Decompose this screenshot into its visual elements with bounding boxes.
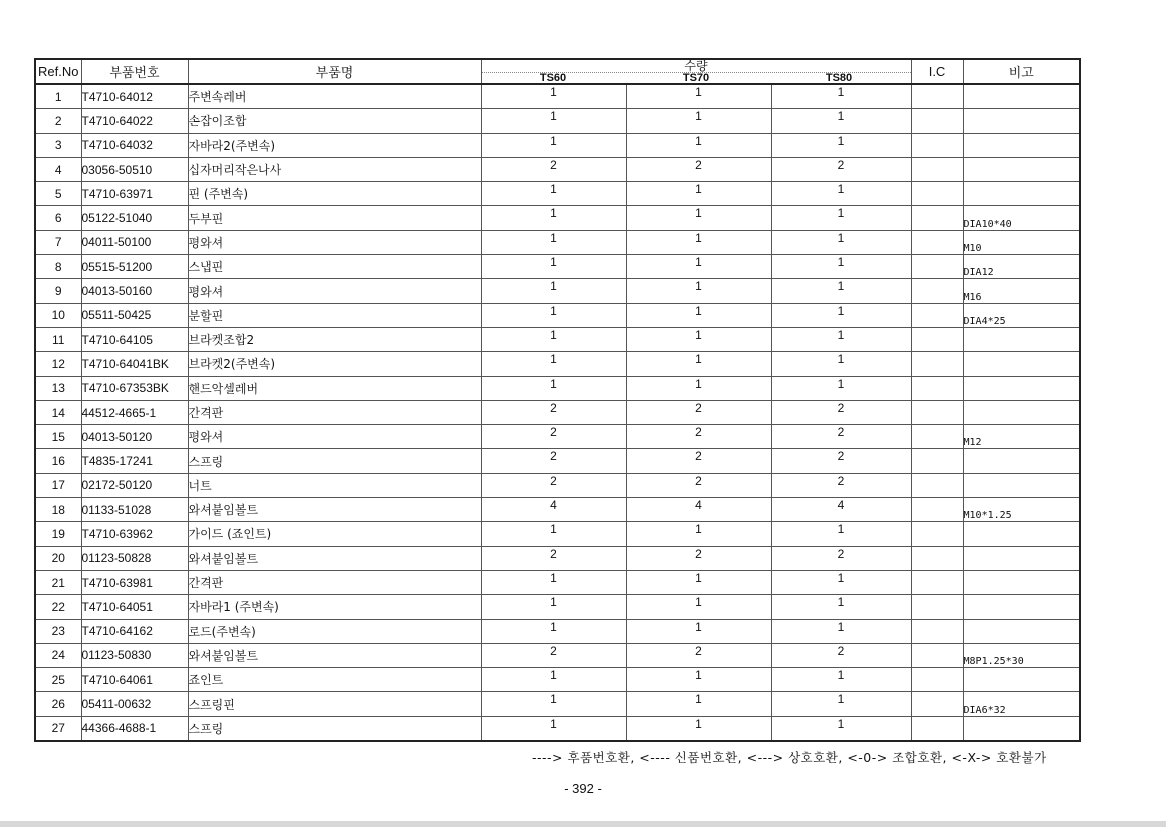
sheet-edge [0,821,1166,827]
part-number-cell: 05411-00632 [81,692,188,716]
qty-ts70-cell: 1 [626,206,771,230]
qty-ts70-cell: 1 [626,692,771,716]
qty-ts70-cell: 1 [626,109,771,133]
qty-ts70-cell: 1 [626,133,771,157]
note-cell [963,546,1080,570]
qty-ts80-cell: 4 [771,498,911,522]
part-number-cell: 05122-51040 [81,206,188,230]
table-row [35,206,1080,230]
qty-ts80-cell: 1 [771,133,911,157]
qty-ts80-cell: 2 [771,425,911,449]
note-cell [963,473,1080,497]
ic-cell [911,133,963,157]
part-name-cell: 죠인트 [188,668,481,692]
qty-ts70-cell: 1 [626,619,771,643]
ic-cell [911,619,963,643]
table-row [35,570,1080,594]
qty-ts60-cell: 2 [481,400,626,424]
part-name-cell: 핸드악셀레버 [188,376,481,400]
ref-no-cell: 14 [35,400,81,424]
ref-no-cell: 3 [35,133,81,157]
ic-cell [911,84,963,109]
ref-no-cell: 19 [35,522,81,546]
qty-ts60-cell: 1 [481,182,626,206]
table-row [35,303,1080,327]
part-number-cell: 01123-50828 [81,546,188,570]
qty-ts80-cell: 1 [771,570,911,594]
ref-no-cell: 15 [35,425,81,449]
ic-cell [911,182,963,206]
ic-cell [911,692,963,716]
part-number-cell: T4710-63962 [81,522,188,546]
qty-ts80-cell: 1 [771,182,911,206]
ref-no-cell: 7 [35,230,81,254]
note-cell [963,400,1080,424]
part-name-cell: 브라켓조합2 [188,327,481,351]
part-number-cell: T4710-64061 [81,668,188,692]
qty-ts60-cell: 1 [481,255,626,279]
part-name-cell: 핀 (주변속) [188,182,481,206]
qty-ts60-cell: 1 [481,619,626,643]
ref-no-cell: 27 [35,716,81,741]
part-number-cell: T4710-64022 [81,109,188,133]
note-cell [963,109,1080,133]
ic-cell [911,522,963,546]
part-name-cell: 간격판 [188,570,481,594]
part-number-cell: 01123-50830 [81,643,188,667]
ic-header: I.C [911,59,963,84]
qty-ts60-cell: 1 [481,303,626,327]
table-row [35,84,1080,109]
part-name-cell: 가이드 (죠인트) [188,522,481,546]
part-name-cell: 로드(주변속) [188,619,481,643]
ref-no-cell: 12 [35,352,81,376]
part-number-cell: 03056-50510 [81,157,188,181]
ic-cell [911,206,963,230]
note-cell [963,570,1080,594]
qty-ts60-cell: 2 [481,643,626,667]
note-cell [963,182,1080,206]
ic-cell [911,255,963,279]
table-row [35,352,1080,376]
qty-ts80-cell: 2 [771,643,911,667]
part-name-cell: 평와셔 [188,230,481,254]
ic-cell [911,595,963,619]
ic-cell [911,546,963,570]
qty-ts70-cell: 2 [626,400,771,424]
qty-ts60-cell: 1 [481,230,626,254]
qty-ts80-cell: 1 [771,303,911,327]
part-name-cell: 두부핀 [188,206,481,230]
ref-no-cell: 8 [35,255,81,279]
qty-ts70-cell: 1 [626,716,771,741]
qty-ts70-cell: 1 [626,255,771,279]
ref-no-header: Ref.No [35,59,81,84]
ref-no-cell: 5 [35,182,81,206]
note-cell: M10*1.25 [963,498,1080,522]
qty-ts80-cell: 1 [771,619,911,643]
part-name-cell: 자바라2(주변속) [188,133,481,157]
qty-ts70-cell: 1 [626,279,771,303]
part-number-cell: 04011-50100 [81,230,188,254]
part-number-cell: T4710-63981 [81,570,188,594]
part-number-cell: 05515-51200 [81,255,188,279]
part-name-cell: 평와셔 [188,279,481,303]
qty-ts80-cell: 1 [771,376,911,400]
qty-ts80-cell: 1 [771,109,911,133]
qty-ts70-cell: 1 [626,522,771,546]
ref-no-cell: 4 [35,157,81,181]
part-name-cell: 평와셔 [188,425,481,449]
ref-no-cell: 17 [35,473,81,497]
ic-cell [911,716,963,741]
table-row [35,376,1080,400]
part-number-cell: T4710-64162 [81,619,188,643]
qty-ts70-cell: 1 [626,303,771,327]
qty-ts70-cell: 2 [626,473,771,497]
part-number-cell: T4710-64032 [81,133,188,157]
part-number-cell: T4710-64105 [81,327,188,351]
qty-ts60-cell: 1 [481,522,626,546]
part-number-header: 부품번호 [81,59,188,84]
note-cell: M10 [963,230,1080,254]
ic-cell [911,668,963,692]
qty-ts60-cell: 4 [481,498,626,522]
qty-ts70-cell: 1 [626,327,771,351]
ref-no-cell: 20 [35,546,81,570]
qty-ts80-cell: 1 [771,279,911,303]
qty-ts80-cell: 1 [771,692,911,716]
table-row [35,425,1080,449]
qty-ts70-cell: 2 [626,449,771,473]
table-row [35,255,1080,279]
qty-ts80-cell: 2 [771,157,911,181]
table-row [35,327,1080,351]
table-row [35,400,1080,424]
table-row [35,716,1080,741]
note-cell: DIA4*25 [963,303,1080,327]
qty-ts80-cell: 1 [771,668,911,692]
part-name-cell: 와셔붙임볼트 [188,498,481,522]
table-row [35,546,1080,570]
note-cell [963,376,1080,400]
note-cell: M8P1.25*30 [963,643,1080,667]
part-number-cell: 01133-51028 [81,498,188,522]
note-cell [963,668,1080,692]
ref-no-cell: 25 [35,668,81,692]
page-number: - 392 - [564,781,602,796]
table-row [35,182,1080,206]
part-name-cell: 스프링 [188,716,481,741]
qty-ts80-cell: 1 [771,352,911,376]
table-row [35,473,1080,497]
qty-ts60-cell: 2 [481,546,626,570]
note-cell [963,157,1080,181]
qty-ts70-cell: 1 [626,352,771,376]
ic-cell [911,352,963,376]
qty-ts80-cell: 1 [771,327,911,351]
ref-no-cell: 9 [35,279,81,303]
model-ts70-header: TS70 [682,72,710,84]
part-number-cell: 02172-50120 [81,473,188,497]
part-name-cell: 너트 [188,473,481,497]
qty-ts70-cell: 1 [626,376,771,400]
part-name-header: 부품명 [188,59,481,84]
qty-ts70-cell: 2 [626,425,771,449]
part-number-cell: 04013-50120 [81,425,188,449]
note-cell [963,522,1080,546]
qty-ts60-cell: 1 [481,279,626,303]
ic-cell [911,109,963,133]
qty-ts80-cell: 1 [771,716,911,741]
part-name-cell: 주변속레버 [188,84,481,109]
part-number-cell: 44512-4665-1 [81,400,188,424]
qty-ts70-cell: 1 [626,84,771,109]
note-cell [963,133,1080,157]
qty-ts70-cell: 1 [626,595,771,619]
ic-cell [911,643,963,667]
table-row [35,692,1080,716]
note-cell [963,327,1080,351]
qty-ts80-cell: 2 [771,546,911,570]
qty-ts80-cell: 2 [771,473,911,497]
ic-cell [911,230,963,254]
note-cell [963,449,1080,473]
qty-ts80-cell: 2 [771,449,911,473]
qty-ts60-cell: 1 [481,668,626,692]
part-name-cell: 와셔붙임볼트 [188,546,481,570]
ref-no-cell: 2 [35,109,81,133]
ref-no-cell: 22 [35,595,81,619]
ic-cell [911,570,963,594]
note-header: 비고 [963,59,1080,84]
ref-no-cell: 11 [35,327,81,351]
model-ts80-header: TS80 [825,72,853,84]
part-number-cell: T4710-64012 [81,84,188,109]
qty-ts80-cell: 1 [771,84,911,109]
note-cell [963,716,1080,741]
quantity-header [481,59,911,84]
qty-ts60-cell: 1 [481,133,626,157]
qty-ts80-cell: 1 [771,255,911,279]
table-row [35,498,1080,522]
table-row [35,643,1080,667]
table-row [35,157,1080,181]
qty-ts60-cell: 1 [481,206,626,230]
part-name-cell: 스냅핀 [188,255,481,279]
table-row [35,619,1080,643]
ic-cell [911,400,963,424]
qty-ts60-cell: 2 [481,473,626,497]
qty-ts60-cell: 1 [481,109,626,133]
qty-ts80-cell: 1 [771,522,911,546]
note-cell [963,619,1080,643]
part-number-cell: T4710-63971 [81,182,188,206]
interchange-legend: ----> 후품번호환, <---- 신품번호환, <---> 상호호환, <-0-> 조합호환, <-X-> 호환불가 [532,750,1047,765]
part-name-cell: 자바라1 (주변속) [188,595,481,619]
ic-cell [911,425,963,449]
ic-cell [911,376,963,400]
qty-ts70-cell: 1 [626,182,771,206]
note-cell: DIA6*32 [963,692,1080,716]
ref-no-cell: 6 [35,206,81,230]
ic-cell [911,303,963,327]
table-row [35,668,1080,692]
table-row [35,522,1080,546]
qty-ts80-cell: 1 [771,595,911,619]
table-row [35,133,1080,157]
ref-no-cell: 24 [35,643,81,667]
qty-ts60-cell: 1 [481,352,626,376]
part-name-cell: 브라켓2(주변속) [188,352,481,376]
qty-ts60-cell: 2 [481,425,626,449]
ic-cell [911,327,963,351]
part-name-cell: 십자머리작은나사 [188,157,481,181]
ref-no-cell: 16 [35,449,81,473]
table-row [35,279,1080,303]
qty-ts70-cell: 2 [626,643,771,667]
part-name-cell: 와셔붙임볼트 [188,643,481,667]
table-row [35,595,1080,619]
header-row [35,59,1080,84]
table-row [35,230,1080,254]
part-number-cell: 04013-50160 [81,279,188,303]
ref-no-cell: 1 [35,84,81,109]
part-name-cell: 스프링 [188,449,481,473]
note-cell [963,84,1080,109]
qty-ts80-cell: 2 [771,400,911,424]
qty-ts60-cell: 1 [481,692,626,716]
part-name-cell: 스프링핀 [188,692,481,716]
part-number-cell: 44366-4688-1 [81,716,188,741]
table-row [35,109,1080,133]
part-number-cell: T4710-64051 [81,595,188,619]
part-number-cell: T4835-17241 [81,449,188,473]
qty-ts70-cell: 2 [626,157,771,181]
ref-no-cell: 18 [35,498,81,522]
qty-ts80-cell: 1 [771,230,911,254]
note-cell: M12 [963,425,1080,449]
qty-ts60-cell: 1 [481,376,626,400]
qty-ts70-cell: 1 [626,230,771,254]
qty-ts70-cell: 1 [626,668,771,692]
qty-ts70-cell: 2 [626,546,771,570]
ic-cell [911,157,963,181]
ref-no-cell: 23 [35,619,81,643]
qty-ts60-cell: 1 [481,84,626,109]
qty-ts70-cell: 1 [626,570,771,594]
part-number-cell: T4710-64041BK [81,352,188,376]
ref-no-cell: 10 [35,303,81,327]
ic-cell [911,498,963,522]
ic-cell [911,449,963,473]
quantity-title: 수량 [482,60,911,73]
part-number-cell: 05511-50425 [81,303,188,327]
qty-ts60-cell: 1 [481,570,626,594]
note-cell: DIA10*40 [963,206,1080,230]
qty-ts60-cell: 1 [481,595,626,619]
note-cell [963,352,1080,376]
note-cell [963,595,1080,619]
parts-table [34,58,1081,742]
part-number-cell: T4710-67353BK [81,376,188,400]
qty-ts60-cell: 1 [481,716,626,741]
part-name-cell: 분할핀 [188,303,481,327]
part-name-cell: 손잡이조합 [188,109,481,133]
ic-cell [911,473,963,497]
model-ts60-header: TS60 [539,72,567,84]
qty-ts60-cell: 1 [481,327,626,351]
ic-cell [911,279,963,303]
ref-no-cell: 21 [35,570,81,594]
table-row [35,449,1080,473]
qty-ts60-cell: 2 [481,157,626,181]
ref-no-cell: 26 [35,692,81,716]
qty-ts70-cell: 4 [626,498,771,522]
ref-no-cell: 13 [35,376,81,400]
qty-ts80-cell: 1 [771,206,911,230]
part-name-cell: 간격판 [188,400,481,424]
qty-ts60-cell: 2 [481,449,626,473]
note-cell: M16 [963,279,1080,303]
note-cell: DIA12 [963,255,1080,279]
